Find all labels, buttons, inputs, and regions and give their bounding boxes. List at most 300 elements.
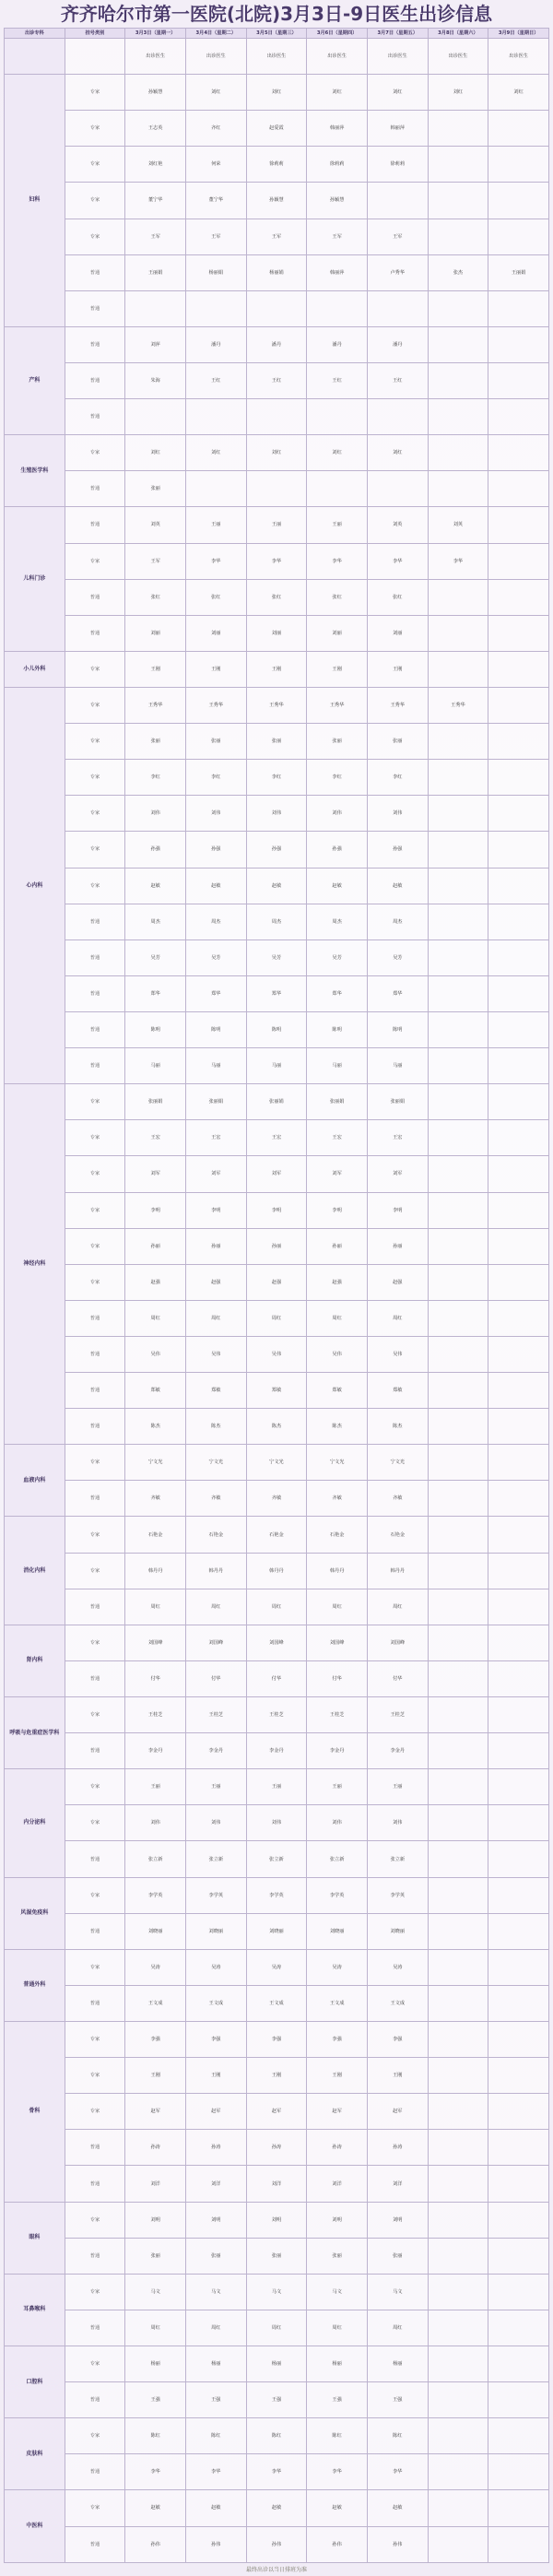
doctor-cell <box>488 868 549 904</box>
doctor-cell <box>428 1192 488 1228</box>
registration-type-cell: 专家 <box>65 543 125 579</box>
table-row <box>5 1949 549 1985</box>
column-header: 3月8日（星期六） <box>428 29 488 39</box>
doctor-cell <box>488 2346 549 2382</box>
doctor-cell <box>307 399 368 435</box>
doctor-cell: 张丽 <box>246 724 307 760</box>
doctor-cell <box>428 1336 488 1372</box>
table-row <box>5 543 549 579</box>
doctor-cell: 周杰 <box>246 904 307 939</box>
doctor-cell: 李华 <box>246 2454 307 2490</box>
doctor-cell: 孙丽 <box>246 1228 307 1264</box>
doctor-cell: 出诊医生 <box>428 39 488 75</box>
doctor-cell: 王宏 <box>125 1120 186 1156</box>
department-name: 骨科 <box>5 2022 65 2203</box>
doctor-cell: 杨丽娟 <box>185 254 246 290</box>
doctor-cell: 王刚 <box>125 2058 186 2094</box>
doctor-cell: 吴伟 <box>185 1336 246 1372</box>
doctor-cell: 出诊医生 <box>307 39 368 75</box>
doctor-cell <box>488 1805 549 1841</box>
registration-type-cell: 专家 <box>65 2346 125 2382</box>
doctor-cell <box>428 2094 488 2130</box>
doctor-cell: 宁文光 <box>185 1445 246 1481</box>
doctor-cell: 付华 <box>246 1660 307 1696</box>
doctor-cell: 王秀华 <box>428 687 488 723</box>
doctor-cell: 李金丹 <box>246 1733 307 1769</box>
table-row <box>5 579 549 615</box>
doctor-cell: 王桂芝 <box>367 1697 428 1733</box>
doctor-cell: 张丽娟 <box>246 1084 307 1120</box>
doctor-cell: 刘伟 <box>307 796 368 832</box>
doctor-cell <box>488 507 549 543</box>
doctor-cell: 潘丹 <box>367 326 428 362</box>
table-row <box>5 2166 549 2202</box>
doctor-cell: 赵敏 <box>125 868 186 904</box>
doctor-cell <box>488 2058 549 2094</box>
doctor-cell <box>428 651 488 687</box>
registration-type-cell: 专家 <box>65 796 125 832</box>
doctor-cell <box>428 868 488 904</box>
doctor-cell: 孙伟 <box>246 2526 307 2562</box>
table-row <box>5 1481 549 1517</box>
table-row <box>5 904 549 939</box>
doctor-cell: 王刚 <box>185 2058 246 2094</box>
doctor-cell <box>488 1841 549 1877</box>
doctor-cell: 李明 <box>185 1192 246 1228</box>
doctor-cell: 王桂芝 <box>185 1697 246 1733</box>
table-row <box>5 1733 549 1769</box>
column-header: 3月7日（星期五） <box>367 29 428 39</box>
registration-type-cell: 普通 <box>65 904 125 939</box>
registration-type-cell: 普通 <box>65 1409 125 1445</box>
registration-type-cell: 专家 <box>65 1084 125 1120</box>
doctor-cell <box>367 399 428 435</box>
doctor-cell: 张立新 <box>125 1841 186 1877</box>
column-header: 3月6日（星期四） <box>307 29 368 39</box>
registration-type-cell: 普通 <box>65 579 125 615</box>
doctor-cell: 刘丽 <box>246 615 307 651</box>
doctor-cell: 李华 <box>307 543 368 579</box>
footer-note: 最终出诊以当日排班为准 <box>245 2567 307 2573</box>
department-name: 妇科 <box>5 75 65 327</box>
doctor-cell: 赵军 <box>367 2094 428 2130</box>
doctor-cell: 王秀华 <box>307 687 368 723</box>
department-name: 中医科 <box>5 2490 65 2563</box>
doctor-cell <box>488 183 549 219</box>
department-name: 皮肤科 <box>5 2418 65 2490</box>
doctor-cell: 郑敏 <box>125 1373 186 1409</box>
registration-type-cell: 专家 <box>65 832 125 868</box>
doctor-cell: 李华 <box>125 2454 186 2490</box>
doctor-cell: 刘伟 <box>125 796 186 832</box>
doctor-cell <box>428 290 488 326</box>
doctor-cell: 张丽 <box>185 724 246 760</box>
doctor-cell: 韩丹丹 <box>125 1553 186 1589</box>
doctor-cell: 王桂芝 <box>307 1697 368 1733</box>
doctor-cell: 李华 <box>367 543 428 579</box>
doctor-cell: 刘红 <box>185 75 246 111</box>
doctor-cell: 陈明 <box>307 1011 368 1047</box>
doctor-cell <box>428 1084 488 1120</box>
doctor-cell <box>428 1373 488 1409</box>
table-row <box>5 724 549 760</box>
doctor-cell <box>488 2130 549 2166</box>
doctor-cell <box>428 615 488 651</box>
table-row <box>5 2418 549 2454</box>
doctor-cell: 刘国峰 <box>246 1625 307 1660</box>
doctor-cell <box>428 2418 488 2454</box>
doctor-cell: 刘明 <box>367 2202 428 2238</box>
doctor-cell: 孙伟 <box>307 2526 368 2562</box>
doctor-cell <box>488 147 549 183</box>
table-row <box>5 1192 549 1228</box>
doctor-cell: 孙涛 <box>367 2130 428 2166</box>
doctor-cell: 出诊医生 <box>246 39 307 75</box>
table-row <box>5 868 549 904</box>
doctor-cell: 周杰 <box>367 904 428 939</box>
doctor-cell: 孙强 <box>246 832 307 868</box>
doctor-cell <box>428 1228 488 1264</box>
doctor-cell <box>428 1481 488 1517</box>
doctor-cell: 李明 <box>367 1192 428 1228</box>
doctor-cell: 刘红 <box>488 75 549 111</box>
doctor-cell <box>428 975 488 1011</box>
doctor-cell: 李金丹 <box>307 1733 368 1769</box>
doctor-cell <box>367 471 428 507</box>
table-row <box>5 39 549 75</box>
doctor-cell <box>488 1084 549 1120</box>
doctor-cell: 王志英 <box>125 111 186 147</box>
doctor-cell: 齐敏 <box>307 1481 368 1517</box>
department-name: 普通外科 <box>5 1949 65 2021</box>
doctor-cell: 王丽 <box>246 1769 307 1805</box>
table-row <box>5 1841 549 1877</box>
doctor-cell: 张立新 <box>367 1841 428 1877</box>
doctor-cell: 赵军 <box>307 2094 368 2130</box>
registration-type-cell: 专家 <box>65 1877 125 1913</box>
doctor-cell: 吴芳 <box>307 939 368 975</box>
registration-type-cell: 普通 <box>65 975 125 1011</box>
doctor-cell: 王秀华 <box>367 687 428 723</box>
doctor-cell <box>428 326 488 362</box>
doctor-cell: 李金丹 <box>367 1733 428 1769</box>
doctor-cell: 郑敏 <box>246 1373 307 1409</box>
registration-type-cell: 普通 <box>65 1985 125 2021</box>
doctor-cell: 刘红 <box>246 435 307 471</box>
table-row <box>5 1228 549 1264</box>
doctor-cell: 韩丹丹 <box>246 1553 307 1589</box>
table-row <box>5 1048 549 1084</box>
doctor-cell: 王军 <box>246 219 307 254</box>
department-name: 呼吸与危重症医学科 <box>5 1697 65 1769</box>
doctor-cell: 王刚 <box>246 2058 307 2094</box>
doctor-cell: 刘红 <box>307 435 368 471</box>
doctor-cell: 出诊医生 <box>367 39 428 75</box>
doctor-cell: 陈红 <box>367 2418 428 2454</box>
doctor-cell <box>488 615 549 651</box>
table-row <box>5 1805 549 1841</box>
doctor-cell: 吴芳 <box>367 939 428 975</box>
doctor-cell: 王刚 <box>367 2058 428 2094</box>
registration-type-cell: 普通 <box>65 290 125 326</box>
doctor-cell <box>428 435 488 471</box>
doctor-cell <box>488 687 549 723</box>
doctor-cell <box>428 1517 488 1553</box>
doctor-cell: 马丽 <box>307 1048 368 1084</box>
doctor-cell: 刘军 <box>367 1156 428 1192</box>
table-row <box>5 1120 549 1156</box>
doctor-cell <box>307 471 368 507</box>
registration-type-cell: 普通 <box>65 507 125 543</box>
doctor-cell <box>307 290 368 326</box>
doctor-cell <box>488 975 549 1011</box>
doctor-cell: 赵强 <box>307 1264 368 1300</box>
doctor-cell: 孙强 <box>367 832 428 868</box>
doctor-cell <box>428 796 488 832</box>
table-row <box>5 75 549 111</box>
schedule-header <box>5 29 549 39</box>
doctor-cell: 石艳金 <box>246 1517 307 1553</box>
registration-type-cell: 普通 <box>65 1048 125 1084</box>
doctor-cell <box>428 579 488 615</box>
doctor-cell: 陈杰 <box>367 1409 428 1445</box>
doctor-cell <box>428 2346 488 2382</box>
doctor-cell: 王宏 <box>246 1120 307 1156</box>
doctor-cell: 王强 <box>125 2382 186 2418</box>
registration-type-cell: 专家 <box>65 1697 125 1733</box>
doctor-cell: 周红 <box>307 2310 368 2346</box>
doctor-cell: 孙伟 <box>367 2526 428 2562</box>
doctor-cell <box>488 471 549 507</box>
doctor-cell: 王丽娟 <box>125 254 186 290</box>
doctor-cell <box>428 1300 488 1336</box>
doctor-cell <box>488 2454 549 2490</box>
doctor-cell: 王文成 <box>367 1985 428 2021</box>
table-row <box>5 939 549 975</box>
doctor-cell: 马文 <box>125 2274 186 2310</box>
doctor-cell: 付华 <box>367 1660 428 1696</box>
doctor-cell <box>488 832 549 868</box>
doctor-cell <box>488 1228 549 1264</box>
doctor-cell: 张丽娟 <box>307 1084 368 1120</box>
doctor-cell: 刘明 <box>246 2202 307 2238</box>
doctor-cell: 孙涛 <box>125 2130 186 2166</box>
table-row <box>5 111 549 147</box>
doctor-cell <box>488 760 549 796</box>
doctor-cell: 孙丽 <box>185 1228 246 1264</box>
table-row <box>5 687 549 723</box>
doctor-cell: 周红 <box>125 1300 186 1336</box>
doctor-cell: 赵敏 <box>246 2490 307 2526</box>
doctor-cell: 付华 <box>185 1660 246 1696</box>
doctor-cell: 王丽 <box>246 507 307 543</box>
doctor-cell: 陈红 <box>307 2418 368 2454</box>
doctor-cell: 孙涛 <box>307 2130 368 2166</box>
doctor-cell <box>367 183 428 219</box>
registration-type-cell: 普通 <box>65 1300 125 1336</box>
table-row <box>5 651 549 687</box>
doctor-cell: 付华 <box>307 1660 368 1696</box>
doctor-cell: 吴芳 <box>246 939 307 975</box>
doctor-cell: 吴涛 <box>307 1949 368 1985</box>
registration-type-cell: 专家 <box>65 2202 125 2238</box>
registration-type-cell: 专家 <box>65 75 125 111</box>
doctor-cell: 刘伟 <box>185 796 246 832</box>
registration-type-cell: 普通 <box>65 254 125 290</box>
table-row <box>5 2130 549 2166</box>
doctor-cell <box>488 1156 549 1192</box>
doctor-cell: 董宁华 <box>185 183 246 219</box>
doctor-cell: 王刚 <box>367 651 428 687</box>
doctor-cell <box>488 1264 549 1300</box>
doctor-cell: 李强 <box>185 2022 246 2058</box>
doctor-cell <box>246 290 307 326</box>
table-row <box>5 1373 549 1409</box>
registration-type-cell: 普通 <box>65 2166 125 2202</box>
doctor-cell: 王丽娟 <box>488 254 549 290</box>
doctor-cell: 吴涛 <box>246 1949 307 1985</box>
doctor-cell: 李学英 <box>367 1877 428 1913</box>
doctor-cell <box>488 1985 549 2021</box>
doctor-cell: 李强 <box>125 2022 186 2058</box>
doctor-cell <box>246 399 307 435</box>
doctor-cell: 张丽娟 <box>125 1084 186 1120</box>
doctor-cell <box>488 796 549 832</box>
doctor-cell: 刘英 <box>367 507 428 543</box>
doctor-cell: 陈明 <box>185 1011 246 1047</box>
doctor-cell <box>488 1589 549 1625</box>
doctor-cell <box>185 471 246 507</box>
doctor-cell: 张红 <box>307 579 368 615</box>
doctor-cell: 宁文光 <box>125 1445 186 1481</box>
doctor-cell: 张红 <box>246 579 307 615</box>
doctor-cell: 刘红 <box>367 435 428 471</box>
doctor-cell: 韩丹丹 <box>367 1553 428 1589</box>
registration-type-cell: 普通 <box>65 2526 125 2562</box>
doctor-cell: 马丽 <box>125 1048 186 1084</box>
doctor-cell: 赵敏 <box>367 868 428 904</box>
table-row <box>5 832 549 868</box>
doctor-cell: 周红 <box>307 1589 368 1625</box>
doctor-cell <box>488 399 549 435</box>
doctor-cell: 刘伟 <box>185 1805 246 1841</box>
header-row <box>5 29 549 39</box>
doctor-cell: 刘丽 <box>307 615 368 651</box>
column-header: 3月3日（星期一） <box>125 29 186 39</box>
table-row <box>5 2094 549 2130</box>
registration-type-cell: 专家 <box>65 183 125 219</box>
doctor-cell <box>488 1913 549 1949</box>
registration-type-cell: 普通 <box>65 2310 125 2346</box>
doctor-cell <box>488 1048 549 1084</box>
registration-type-cell: 普通 <box>65 1589 125 1625</box>
doctor-cell <box>428 399 488 435</box>
doctor-cell: 王红 <box>307 362 368 398</box>
doctor-cell <box>488 2274 549 2310</box>
doctor-cell: 刘洋 <box>185 2166 246 2202</box>
registration-type-cell: 专家 <box>65 1517 125 1553</box>
registration-type-cell: 普通 <box>65 2238 125 2274</box>
doctor-cell: 刘晓丽 <box>367 1913 428 1949</box>
doctor-cell: 出诊医生 <box>185 39 246 75</box>
doctor-cell: 宁文光 <box>246 1445 307 1481</box>
doctor-cell <box>488 1445 549 1481</box>
doctor-cell <box>428 939 488 975</box>
doctor-cell: 周红 <box>246 1589 307 1625</box>
table-row <box>5 1589 549 1625</box>
doctor-cell <box>428 1156 488 1192</box>
doctor-cell: 郑华 <box>246 975 307 1011</box>
doctor-cell <box>488 904 549 939</box>
doctor-cell: 孙丽 <box>125 1228 186 1264</box>
doctor-cell: 陈红 <box>125 2418 186 2454</box>
doctor-cell: 马丽 <box>367 1048 428 1084</box>
table-row <box>5 2022 549 2058</box>
doctor-cell <box>488 362 549 398</box>
doctor-cell: 王刚 <box>307 2058 368 2094</box>
doctor-cell: 孙丽 <box>307 1228 368 1264</box>
department-name: 耳鼻喉科 <box>5 2274 65 2346</box>
doctor-cell: 王丽 <box>367 1769 428 1805</box>
doctor-cell: 王文成 <box>307 1985 368 2021</box>
table-row <box>5 2346 549 2382</box>
doctor-cell: 王强 <box>307 2382 368 2418</box>
doctor-cell: 周红 <box>125 2310 186 2346</box>
doctor-cell: 刘红艳 <box>125 147 186 183</box>
doctor-cell <box>488 1660 549 1696</box>
table-row <box>5 1445 549 1481</box>
doctor-cell: 王桂芝 <box>125 1697 186 1733</box>
doctor-cell: 孙颖慧 <box>125 75 186 111</box>
doctor-cell: 张丽 <box>246 2238 307 2274</box>
doctor-cell: 孙强 <box>125 832 186 868</box>
doctor-cell: 李华 <box>246 543 307 579</box>
doctor-cell <box>185 290 246 326</box>
doctor-cell: 郑华 <box>185 975 246 1011</box>
doctor-cell <box>428 2526 488 2562</box>
doctor-cell: 赵敏 <box>307 2490 368 2526</box>
doctor-cell: 石艳金 <box>125 1517 186 1553</box>
doctor-cell: 王丽 <box>185 1769 246 1805</box>
doctor-cell: 徐莉莉 <box>307 147 368 183</box>
table-row <box>5 326 549 362</box>
doctor-cell <box>488 1769 549 1805</box>
doctor-cell: 杨丽娟 <box>246 254 307 290</box>
doctor-cell <box>428 1553 488 1589</box>
doctor-cell: 周红 <box>246 1300 307 1336</box>
doctor-cell <box>488 2022 549 2058</box>
doctor-cell: 刘红 <box>185 435 246 471</box>
table-row <box>5 1985 549 2021</box>
doctor-cell: 王刚 <box>307 651 368 687</box>
doctor-cell: 王军 <box>307 219 368 254</box>
doctor-cell <box>125 290 186 326</box>
doctor-cell: 张杰 <box>428 254 488 290</box>
registration-type-cell: 专家 <box>65 687 125 723</box>
column-header: 3月4日（星期二） <box>185 29 246 39</box>
table-row <box>5 2202 549 2238</box>
registration-type-cell: 普通 <box>65 1481 125 1517</box>
table-row <box>5 435 549 471</box>
doctor-cell <box>428 1011 488 1047</box>
doctor-cell: 韩丽萍 <box>307 111 368 147</box>
registration-type-cell: 普通 <box>65 2130 125 2166</box>
doctor-cell: 周红 <box>185 2310 246 2346</box>
doctor-cell: 孙伟 <box>125 2526 186 2562</box>
doctor-cell: 杨丽 <box>125 2346 186 2382</box>
doctor-cell <box>428 1985 488 2021</box>
doctor-cell <box>428 1660 488 1696</box>
